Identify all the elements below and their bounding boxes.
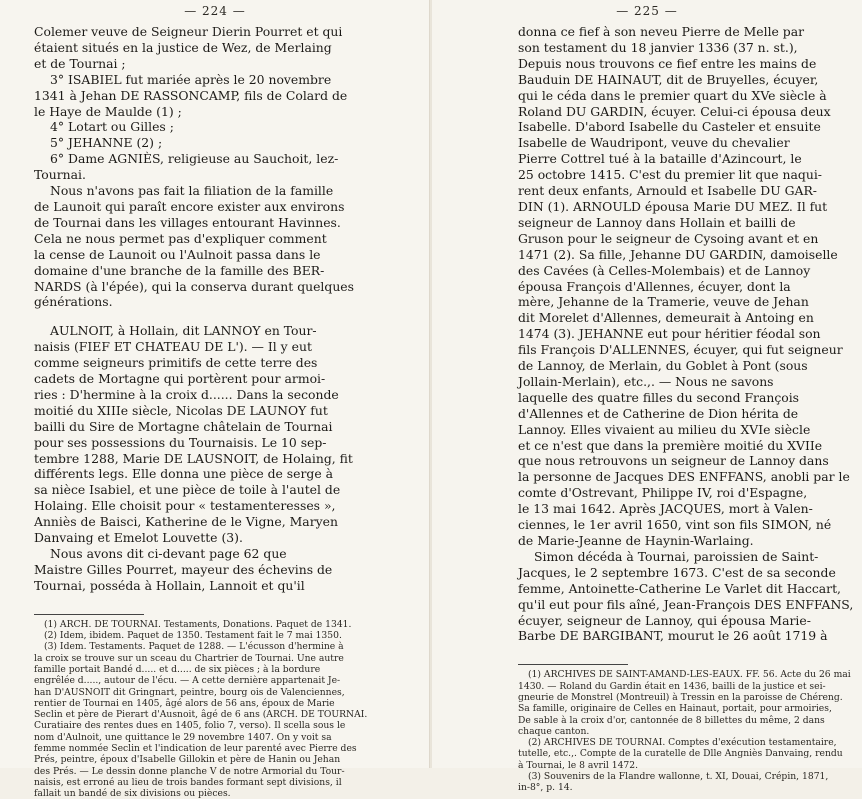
body-line: différents legs. Elle donna une pièce de serge à — [34, 466, 334, 482]
body-line: Colemer veuve de Seigneur Dierin Pourret et qui — [34, 24, 343, 39]
body-line: Lannoy. Elles vivaient au milieu du XVIe siècle — [518, 421, 811, 437]
body-line: 6° Dame AGNIÈS, religieuse au Sauchoit, lez- — [50, 151, 339, 167]
body-line: Jacques, le 2 septembre 1673. C'est de sa seconde — [518, 564, 836, 580]
body-line: domaine d'une branche de la famille des BER- — [34, 262, 325, 278]
body-line: mère, Jehanne de la Tramerie, veuve de Jehan — [518, 294, 809, 310]
right-page-number: — 225 — — [616, 4, 678, 18]
footnote-line: han D'AUSNOIT dit Gringnart, peintre, bourg ois de Valenciennes, — [34, 686, 345, 698]
body-line: son testament du 18 janvier 1336 (37 n. st.), — [518, 39, 798, 55]
body-line: Isabelle de Waudripont, veuve du chevalier — [518, 135, 790, 151]
body-line: le Haye de Maulde (1) ; — [34, 103, 182, 119]
body-line: naisis (FIEF ET CHATEAU DE L'). — Il y eut — [34, 339, 312, 355]
body-line: femme, Antoinette-Catherine Le Varlet dit Haccart, — [518, 580, 841, 596]
body-line: étaient situés en la justice de Wez, de Merlaing — [34, 39, 332, 55]
left-column — [34, 24, 410, 799]
footnote-line: (3) Souvenirs de la Flandre wallonne, t. XI, Douai, Crépin, 1871, — [528, 771, 829, 783]
body-line: le 13 mai 1642. Après JACQUES, mort à Valen- — [518, 501, 813, 517]
body-line: Jollain-Merlain), etc.,. — Nous ne savons — [518, 373, 774, 389]
footnote-line: (1) ARCH. DE TOURNAI. Testaments, Donations. Paquet de 1341. — [44, 618, 352, 630]
body-line: qu'il eut pour fils aîné, Jean-François DES ENFFANS, — [518, 596, 854, 612]
body-line: épousa François d'Allennes, écuyer, dont la — [518, 278, 791, 294]
footnote-line: à Tournai, le 8 avril 1472. — [518, 759, 639, 771]
footnote-line: des Prés. — Le dessin donne planche V de notre Armorial du Tour- — [34, 765, 345, 777]
footnote-divider — [34, 614, 144, 615]
body-line: 25 octobre 1415. C'est du premier lit que naqui- — [518, 167, 822, 183]
body-line: 4° Lotart ou Gilles ; — [50, 119, 174, 135]
footnote-line: in-8°, p. 14. — [518, 782, 573, 794]
body-line: Pierre Cottrel tué à la bataille d'Azincourt, le — [518, 151, 802, 167]
body-line: Barbe DE BARGIBANT, mourut le 26 août 1719 à — [518, 628, 828, 644]
body-line: la personne de Jacques DES ENFFANS, anobli par le — [518, 469, 850, 485]
body-line: fils François D'ALLENNES, écuyer, qui fut seigneur — [518, 342, 843, 358]
footnote-line: (3) Idem. Testaments. Paquet de 1288. — L'écusson d'hermine à — [44, 641, 344, 653]
body-line: de Marie-Jeanne de Haynin-Warlaing. — [518, 533, 754, 548]
footnote-line: femme nommée Seclin et l'indication de leur parenté avec Pierre des — [34, 742, 357, 754]
right-page — [432, 0, 862, 794]
footnote-line: Sa famille, originaire de Celles en Hainaut, portait, pour armoiries, — [518, 703, 832, 715]
body-line: pour ses possessions du Tournaisis. Le 10 sep- — [34, 434, 327, 450]
body-line: Bauduin DE HAINAUT, dit de Bruyelles, écuyer, — [518, 71, 819, 87]
footnote-line: gneurie de Monstrel (Montreuil) à Tressin en la paroisse de Chéreng. — [518, 691, 843, 703]
body-line: sa nièce Isabiel, et une pièce de toile à l'autel de — [34, 482, 341, 498]
body-line: Danvaing et Emelot Louvette (3). — [34, 530, 243, 546]
body-line: 1474 (3). JEHANNE eut pour héritier féodal son — [518, 326, 821, 342]
body-line: et ce n'est que dans la première moitié du XVIIe — [518, 437, 823, 453]
body-line: AULNOIT, à Hollain, dit LANNOY en Tour- — [50, 323, 317, 339]
footnote-line: chaque canton. — [518, 725, 590, 737]
footnote-line: (1) ARCHIVES DE SAINT-AMAND-LES-EAUX. FF. 56. Acte du 26 mai — [528, 669, 851, 681]
body-line: Tournai. — [34, 167, 86, 183]
body-line: écuyer, seigneur de Lannoy, qui épousa Marie- — [518, 612, 811, 628]
body-line: cadets de Mortagne qui portèrent pour armoi- — [34, 371, 326, 387]
body-line: Simon décéda à Tournai, paroissien de Saint- — [534, 548, 819, 564]
footnote-line: De sable à la croix d'or, cantonnée de 8 billettes du même, 2 dans — [518, 714, 825, 726]
footnote-line: tutelle, etc.,. Compte de la curatelle de Dlle Angniès Danvaing, rendu — [518, 748, 843, 760]
body-line: d'Allennes et de Catherine de Dion hérita de — [518, 405, 799, 421]
body-line: générations. — [34, 294, 113, 310]
body-line: Tournai, posséda à Hollain, Lannoit et qu'il — [34, 577, 305, 593]
body-line: comme seigneurs primitifs de cette terre des — [34, 355, 318, 371]
body-line: qui le céda dans le premier quart du XVe siècle à — [518, 87, 827, 103]
body-line: Maistre Gilles Pourret, mayeur des échevins de — [34, 561, 333, 577]
footnote-line: Curatiaire des rentes dues en 1405, folio 7, verso). Il scella sous le — [34, 720, 346, 732]
footnote-line: rentier de Tournai en 1405, âgé alors de 56 ans, époux de Marie — [34, 697, 335, 709]
footnote-line: fallait un bandé de six divisions ou pièces. — [34, 788, 231, 799]
body-line: seigneur de Lannoy dans Hollain et bailli de — [518, 214, 796, 230]
body-line: Anniès de Baisci, Katherine de le Vigne, Maryen — [34, 514, 338, 530]
body-line: tembre 1288, Marie DE LAUSNOIT, de Holaing, fit — [34, 450, 353, 466]
footnote-line: la croix se trouve sur un sceau du Chartrier de Tournai. Une autre — [34, 652, 344, 664]
body-line: 5° JEHANNE (2) ; — [50, 135, 163, 151]
footnote-line: Seclin et père de Pierart d'Ausnoit, âgé de 6 ans (ARCH. DE TOURNAI. — [34, 709, 368, 721]
footnote-line: engrêlée d....., autour de l'écu. — A cette dernière appartenait Je- — [34, 675, 341, 687]
body-line: Depuis nous trouvons ce fief entre les mains de — [518, 55, 817, 71]
body-line: NARDS (à l'épée), qui la conserva durant quelques — [34, 278, 355, 294]
left-page-number: — 224 — — [184, 4, 246, 18]
body-line: dit Morelet d'Allennes, demeurait à Antoing en — [518, 310, 814, 326]
body-line: et de Tournai ; — [34, 55, 126, 71]
body-line: ries : D'hermine à la croix d...... Dans la seconde — [34, 386, 339, 402]
body-line: 3° ISABIEL fut mariée après le 20 novembre — [50, 71, 332, 87]
footnote-line: Prés, peintre, époux d'Isabelle Gillokin et père de Hanin ou Jehan — [34, 754, 341, 766]
footnote-line: (2) ARCHIVES DE TOURNAI. Comptes d'exécution testamentaire, — [528, 737, 837, 749]
body-line: ciennes, le 1er avril 1650, vint son fils SIMON, né — [518, 517, 832, 533]
body-line: Roland DU GARDIN, écuyer. Celui-ci épousa deux — [518, 103, 831, 119]
body-line: 1341 à Jehan DE RASSONCAMP, fils de Colard de — [34, 87, 348, 103]
body-line: rent deux enfants, Arnould et Isabelle DU GAR- — [518, 183, 817, 199]
footnote-divider — [518, 664, 628, 665]
body-line: moitié du XIIIe siècle, Nicolas DE LAUNOY fut — [34, 402, 328, 418]
body-line: 1471 (2). Sa fille, Jehanne DU GARDIN, damoiselle — [518, 246, 838, 262]
body-line: Isabelle. D'abord Isabelle du Casteler et ensuite — [518, 119, 821, 135]
footnote-line: (2) Idem, ibidem. Paquet de 1350. Testament fait le 7 mai 1350. — [44, 630, 342, 642]
body-line: la cense de Launoit ou l'Aulnoit passa dans le — [34, 246, 321, 262]
body-line: Gruson pour le seigneur de Cysoing avant et en — [518, 230, 819, 246]
footnote-line: nom d'Aulnoit, une quittance le 29 novembre 1407. On y voit sa — [34, 731, 332, 743]
left-page — [0, 0, 430, 799]
body-line: donna ce fief à son neveu Pierre de Melle par — [518, 24, 805, 39]
body-line: des Cavées (à Celles-Molembais) et de Lannoy — [518, 262, 811, 278]
body-line: Holaing. Elle choisit pour « testamenteresses », — [34, 498, 336, 514]
body-line: bailli du Sire de Mortagne châtelain de Tournai — [34, 418, 333, 434]
footnote-line: 1430. — Roland du Gardin était en 1436, bailli de la justice et sei- — [518, 680, 826, 692]
footnote-line: naisis, est erroné au lieu de trois bandes formant sept divisions, il — [34, 776, 342, 788]
body-line: de Lannoy, de Merlain, du Goblet à Pont (sous — [518, 358, 808, 374]
body-line: comte d'Ostrevant, Philippe IV, roi d'Espagne, — [518, 485, 808, 501]
body-line: de Tournai dans les villages entourant Havinnes. — [34, 214, 341, 230]
body-line: laquelle des quatre filles du second François — [518, 389, 800, 405]
body-line: que nous retrouvons un seigneur de Lannoy dans — [518, 453, 829, 469]
body-line: de Launoit qui paraît encore exister aux environs — [34, 198, 345, 214]
body-line: Cela ne nous permet pas d'expliquer comment — [34, 230, 327, 246]
body-line: Nous n'avons pas fait la filiation de la famille — [50, 183, 334, 199]
body-line: Nous avons dit ci-devant page 62 que — [50, 546, 287, 561]
body-line: DIN (1). ARNOULD épousa Marie DU MEZ. Il fut — [518, 198, 828, 214]
right-column — [518, 24, 854, 794]
footnote-line: famille portait Bandé d..... et d..... de six pièces ; à la bordure — [34, 663, 321, 675]
